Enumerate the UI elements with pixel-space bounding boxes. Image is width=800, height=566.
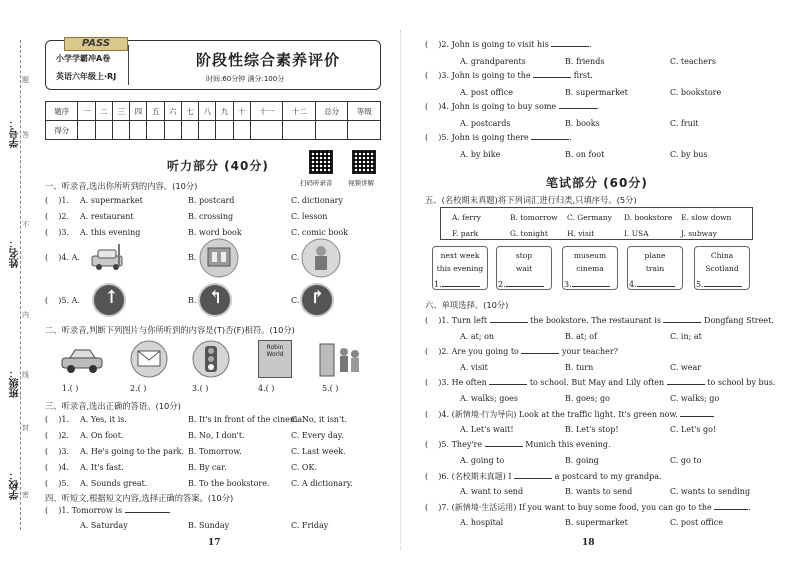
answer-blank[interactable] <box>125 506 169 513</box>
word-item: D. bookstore <box>624 213 673 222</box>
option-c: C. go to <box>670 456 702 465</box>
option-c: C. Every day. <box>291 431 344 440</box>
score-cell[interactable] <box>95 121 112 140</box>
option-a: A. It's fast. <box>80 463 124 472</box>
answer-blank[interactable] <box>442 280 480 287</box>
table-cell: 九 <box>216 102 233 121</box>
table-cell: 总分 <box>315 102 347 121</box>
answer-paren[interactable]: ( <box>425 410 439 419</box>
header-divider <box>128 45 129 85</box>
question-number: )3. <box>58 228 70 237</box>
book-title: Robin World <box>266 344 284 358</box>
score-cell[interactable] <box>250 121 282 140</box>
option-a: A. this evening <box>80 228 141 237</box>
category-word: museum <box>573 251 607 260</box>
taxi-picture-icon <box>60 344 104 376</box>
option-c: C. Friday <box>291 521 329 530</box>
answer-blank[interactable] <box>559 102 597 109</box>
option-a: A. want to send <box>460 487 524 496</box>
answer-blank[interactable] <box>533 71 571 78</box>
option-c: C. wants to sending <box>670 487 751 496</box>
question-tail: your teacher? <box>561 347 619 356</box>
word-item: E. slow down <box>681 213 732 222</box>
score-cell[interactable] <box>78 121 95 140</box>
answer-paren[interactable]: ( <box>425 102 439 111</box>
option-a: A. at; on <box>460 332 495 341</box>
table-cell: 七 <box>181 102 198 121</box>
part1-heading: 一、听录音,选出你所听到的内容。(10分) <box>45 181 198 191</box>
cut-mark: 题 <box>22 76 29 84</box>
category-word: China <box>710 251 734 260</box>
question-mid: the bookstore. The restaurant is <box>530 316 661 325</box>
question-text: )2. Are you going to <box>438 347 519 356</box>
option-b: B. going <box>565 456 599 465</box>
answer-blank[interactable] <box>663 316 701 323</box>
turn-right-sign-icon: ↱ <box>300 283 334 317</box>
question-row <box>425 347 618 356</box>
question-number: )1. <box>58 196 70 205</box>
answer-paren[interactable]: ( <box>425 440 439 449</box>
option-c: C. Last week. <box>291 447 346 456</box>
question-text: )4. (新情境·行为导向) Look at the traffic light. It's green now. <box>438 410 678 419</box>
answer-blank[interactable] <box>531 133 569 140</box>
answer-blank[interactable] <box>514 472 552 479</box>
score-cell[interactable] <box>112 121 129 140</box>
option-b: B. supermarket <box>565 88 628 97</box>
category-word: plane <box>644 251 666 260</box>
option-a: A. postcards <box>460 119 511 128</box>
option-b: B. friends <box>565 57 605 66</box>
answer-blank[interactable] <box>551 40 589 47</box>
category-word: this evening <box>436 264 484 273</box>
category-word: stop <box>515 251 533 260</box>
writing-section-title: 笔试部分 (60分) <box>546 176 648 190</box>
answer-blank[interactable] <box>714 503 748 510</box>
score-cell[interactable] <box>199 121 216 140</box>
qr-code-icon[interactable] <box>309 150 333 174</box>
category-word: wait <box>515 264 533 273</box>
question-mid: to school. But May and Lily often <box>529 378 665 387</box>
answer-blank[interactable] <box>680 410 714 417</box>
question-row <box>45 463 69 472</box>
table-cell: 得分 <box>46 121 78 140</box>
option-c: C. fruit <box>670 119 699 128</box>
listening-section-title: 听力部分 (40分) <box>167 159 269 173</box>
turn-left-sign-icon: ↰ <box>198 283 232 317</box>
cinema-picture-icon <box>198 238 240 278</box>
option-a: A. by bike <box>460 150 501 159</box>
option-b: B. By car. <box>188 463 227 472</box>
qr-label: 视频讲解 <box>348 179 374 187</box>
option-a: A. restaurant <box>80 212 134 221</box>
school-label: 学校： <box>10 470 21 500</box>
option-b: B. books <box>565 119 600 128</box>
option-a: A. Let's wait! <box>460 425 514 434</box>
option-c: C. No, it isn't. <box>291 415 347 424</box>
answer-paren[interactable]: ( <box>425 40 439 49</box>
cut-mark: 不 <box>22 221 29 229</box>
binding-margin <box>0 0 38 566</box>
option-b: B. crossing <box>188 212 234 221</box>
answer-paren[interactable]: ( <box>45 447 59 456</box>
question-tail: first. <box>573 71 593 80</box>
word-item: H. visit <box>567 229 595 238</box>
table-cell: 一 <box>78 102 95 121</box>
question-row: ( )5. John is going there . <box>425 133 572 142</box>
page-gutter <box>400 30 401 550</box>
option-a: A. Sounds great. <box>80 479 148 488</box>
traffic-light-picture-icon <box>192 340 230 378</box>
option-c-label: C. <box>291 253 300 262</box>
question-number: )2. <box>58 431 70 440</box>
answer-paren[interactable]: ( <box>45 253 59 262</box>
option-b: B. wants to send <box>565 487 633 496</box>
option-c: C. lesson <box>291 212 328 221</box>
question-text: )3. John is going to the <box>438 71 531 80</box>
option-b-label: B. <box>188 253 197 262</box>
option-c: C. walks; go <box>670 394 720 403</box>
option-b-label: B. <box>188 296 197 305</box>
student-name-label: 姓名： <box>10 238 21 268</box>
option-a: A. walks; goes <box>460 394 519 403</box>
answer-number: 3. <box>564 280 572 289</box>
question-number: )4. A. <box>58 253 80 262</box>
option-c: C. post office <box>670 518 723 527</box>
answer-blank[interactable] <box>485 440 523 447</box>
answer-blank[interactable] <box>489 378 527 385</box>
table-cell: 六 <box>164 102 181 121</box>
question-text: )4. John is going to buy some <box>438 102 557 111</box>
answer-paren[interactable]: ( <box>45 463 59 472</box>
question-text: )7. (新情境·生活运用) If you want to buy some food, you can go to the <box>438 503 712 512</box>
question-row <box>45 431 69 440</box>
option-c: C. A dictionary. <box>291 479 353 488</box>
car-picture-icon <box>90 240 130 278</box>
exam-header <box>45 40 381 90</box>
go-straight-sign-icon: ↑ <box>92 283 126 317</box>
option-b: B. postcard <box>188 196 235 205</box>
option-a: A. hospital <box>460 518 504 527</box>
option-b: B. goes; go <box>565 394 610 403</box>
score-table-header-row <box>46 102 381 121</box>
pass-logo: PASS <box>64 37 128 51</box>
cut-mark: 内 <box>22 311 29 319</box>
option-c-label: C. <box>291 296 300 305</box>
score-cell[interactable] <box>216 121 233 140</box>
answer-paren[interactable]: ( <box>45 228 59 237</box>
option-a: A. On foot. <box>80 431 124 440</box>
question-tail: a postcard to my grandpa. <box>554 472 662 481</box>
question-row: ( )7. (新情境·生活运用) If you want to buy some food, you can go to the . <box>425 503 751 512</box>
option-c: C. bookstore <box>670 88 722 97</box>
answer-blank[interactable] <box>704 280 742 287</box>
option-a: A. post office <box>460 88 513 97</box>
answer-blank[interactable] <box>521 347 559 354</box>
word-item: J. subway <box>681 229 717 238</box>
score-cell[interactable] <box>164 121 181 140</box>
answer-blank[interactable] <box>572 280 610 287</box>
answer-paren[interactable]: ( <box>45 506 59 515</box>
question-row: ( )2. John is going to visit his . <box>425 40 592 49</box>
option-c: C. Let's go! <box>670 425 717 434</box>
question-row <box>45 228 69 237</box>
answer-number: 5. <box>696 280 704 289</box>
table-cell: 三 <box>112 102 129 121</box>
option-b: B. It's in front of the cinema. <box>188 415 305 424</box>
word-item: A. ferry <box>452 213 481 222</box>
option-a: A. Yes, it is. <box>80 415 127 424</box>
answer-paren[interactable]: ( <box>45 415 59 424</box>
answer-paren[interactable]: ( <box>425 347 439 356</box>
table-cell: 十二 <box>283 102 315 121</box>
answer-blank[interactable] <box>667 378 705 385</box>
cut-mark: 封 <box>22 424 29 432</box>
question-tail: Munich this evening. <box>525 440 611 449</box>
question-row <box>425 471 662 482</box>
series-name: 小学学霸冲A卷 <box>56 54 111 63</box>
question-text: )1. Turn left <box>438 316 488 325</box>
option-c: C. OK. <box>291 463 317 472</box>
qr-label: 扫码听录音 <box>300 179 333 187</box>
option-a: A. He's going to the park. <box>80 447 185 456</box>
option-b: B. supermarket <box>565 518 628 527</box>
score-table <box>45 101 381 140</box>
score-cell[interactable] <box>315 121 347 140</box>
word-item: B. tomorrow <box>510 213 558 222</box>
option-c: C. in; at <box>670 332 702 341</box>
table-cell: 四 <box>130 102 147 121</box>
table-cell: 十 <box>233 102 250 121</box>
dashed-cut-line <box>20 40 21 530</box>
answer-number: 2. <box>498 280 506 289</box>
question-text: )1. Tomorrow is <box>58 506 123 515</box>
question-row <box>425 316 774 325</box>
category-answer <box>498 280 544 289</box>
answer-paren[interactable]: ( <box>425 316 439 325</box>
score-table-score-row <box>46 121 381 140</box>
category-answer <box>629 280 675 289</box>
question-row <box>45 253 80 262</box>
question-text: )5. They're <box>438 440 483 449</box>
score-cell[interactable] <box>283 121 315 140</box>
score-cell[interactable] <box>147 121 164 140</box>
question-number: )3. <box>58 447 70 456</box>
question-row <box>45 296 80 305</box>
part2-heading: 二、听录音,判断下列图片与你所听到的内容是(T)否(F)相符。(10分) <box>45 325 295 335</box>
option-a: A. Saturday <box>80 521 128 530</box>
question-row: ( )1. Tomorrow is . <box>45 506 172 515</box>
question-row <box>45 415 69 424</box>
option-b: B. turn <box>565 363 594 372</box>
cut-mark: 密 <box>22 491 29 499</box>
category-answer <box>434 280 480 289</box>
category-word: train <box>645 264 665 273</box>
question-text: )2. John is going to visit his <box>438 40 549 49</box>
answer-paren[interactable]: ( <box>425 133 439 142</box>
answer-number: 4. <box>629 280 637 289</box>
option-b: B. No, I don't. <box>188 431 245 440</box>
score-cell[interactable] <box>181 121 198 140</box>
question-text: )5. John is going there <box>438 133 529 142</box>
tf-answer-1[interactable]: 1.( ) <box>62 384 79 393</box>
time-score-info: 时间:60分钟 满分:100分 <box>206 75 285 83</box>
question-text: )6. (名校期末真题) I <box>438 472 512 481</box>
answer-blank[interactable] <box>637 280 675 287</box>
question-number: )1. <box>58 415 70 424</box>
option-b: B. Sunday <box>188 521 230 530</box>
option-b: B. To the bookstore. <box>188 479 270 488</box>
grade-label: 英语六年级上·RJ <box>56 72 117 81</box>
question-number: )4. <box>58 463 70 472</box>
question-row <box>45 479 69 488</box>
answer-blank[interactable] <box>506 280 544 287</box>
question-number: )2. <box>58 212 70 221</box>
question-row <box>45 196 69 205</box>
question-row <box>425 409 714 420</box>
word-item: F. park <box>452 229 479 238</box>
category-answer <box>696 280 742 289</box>
answer-paren[interactable]: ( <box>45 296 59 305</box>
answer-paren[interactable]: ( <box>45 196 59 205</box>
category-word: next week <box>440 251 480 260</box>
answer-number: 1. <box>434 280 442 289</box>
answer-paren[interactable]: ( <box>425 71 439 80</box>
table-cell: 八 <box>199 102 216 121</box>
category-word: cinema <box>576 264 604 273</box>
table-cell: 等级 <box>348 102 381 121</box>
question-row: ( )4. John is going to buy some . <box>425 102 600 111</box>
part5-heading: 五、(名校期末真题)将下列词汇进行归类,只填序号。(5分) <box>425 195 637 205</box>
part3-heading: 三、听录音,选出正确的答语。(10分) <box>45 401 181 411</box>
score-cell[interactable] <box>130 121 147 140</box>
word-item: C. Germany <box>567 213 612 222</box>
question-tail: to school by bus. <box>707 378 776 387</box>
answer-paren[interactable]: ( <box>45 479 59 488</box>
question-tail: Dongfang Street. <box>704 316 774 325</box>
option-b: B. on foot <box>565 150 605 159</box>
option-a: A. grandparents <box>460 57 526 66</box>
option-b: B. Tomorrow. <box>188 447 242 456</box>
book-picture-icon <box>258 340 292 378</box>
question-row <box>45 447 69 456</box>
option-a: A. supermarket <box>80 196 143 205</box>
option-c: C. dictionary <box>291 196 343 205</box>
option-b: B. word book <box>188 228 242 237</box>
category-answer <box>564 280 610 289</box>
envelope-picture-icon <box>130 340 168 378</box>
class-label: 班级： <box>10 368 21 398</box>
question-number: )5. <box>58 479 70 488</box>
tf-answer-2[interactable]: 2.( ) <box>130 384 147 393</box>
question-row <box>425 378 775 387</box>
score-cell[interactable] <box>348 121 381 140</box>
question-row <box>425 440 611 449</box>
page-title: 阶段性综合素养评价 <box>196 51 341 69</box>
page-number-right: 18 <box>582 538 595 548</box>
answer-paren[interactable]: ( <box>425 378 439 387</box>
cut-mark: 线 <box>22 371 29 379</box>
answer-paren[interactable]: ( <box>45 212 59 221</box>
option-c: C. teachers <box>670 57 716 66</box>
score-cell[interactable] <box>233 121 250 140</box>
cut-mark: 答 <box>22 131 29 139</box>
question-row <box>425 71 593 80</box>
question-number: )5. A. <box>58 296 80 305</box>
answer-paren[interactable]: ( <box>45 431 59 440</box>
table-cell: 五 <box>147 102 164 121</box>
option-a: A. visit <box>460 363 488 372</box>
part6-heading: 六、单项选择。(10分) <box>425 300 509 310</box>
answer-blank[interactable] <box>490 316 528 323</box>
category-word: Scotland <box>705 264 739 273</box>
qr-code-icon[interactable] <box>352 150 376 174</box>
word-item: I. USA <box>624 229 649 238</box>
option-c: C. by bus <box>670 150 708 159</box>
people-door-picture-icon <box>318 340 362 380</box>
option-c: C. comic book <box>291 228 348 237</box>
tf-answer-4[interactable]: 4.( ) <box>258 384 275 393</box>
table-cell: 十一 <box>250 102 282 121</box>
word-item: G. tonight <box>510 229 548 238</box>
table-cell: 题序 <box>46 102 78 121</box>
tf-answer-3[interactable]: 3.( ) <box>192 384 209 393</box>
answer-paren[interactable]: ( <box>425 472 439 481</box>
option-c: C. wear <box>670 363 702 372</box>
page-number-left: 17 <box>208 538 221 548</box>
part4-heading: 四、听短文,根据短文内容,选择正确的答案。(10分) <box>45 493 234 503</box>
question-row <box>45 212 69 221</box>
person-picture-icon <box>300 238 342 278</box>
student-number-label: 学号： <box>10 118 21 148</box>
table-cell: 二 <box>95 102 112 121</box>
option-b: B. Let's stop! <box>565 425 619 434</box>
option-a: A. going to <box>460 456 505 465</box>
option-b: B. at; of <box>565 332 597 341</box>
question-text: )3. He often <box>438 378 487 387</box>
answer-paren[interactable]: ( <box>425 503 439 512</box>
tf-answer-5[interactable]: 5.( ) <box>322 384 339 393</box>
